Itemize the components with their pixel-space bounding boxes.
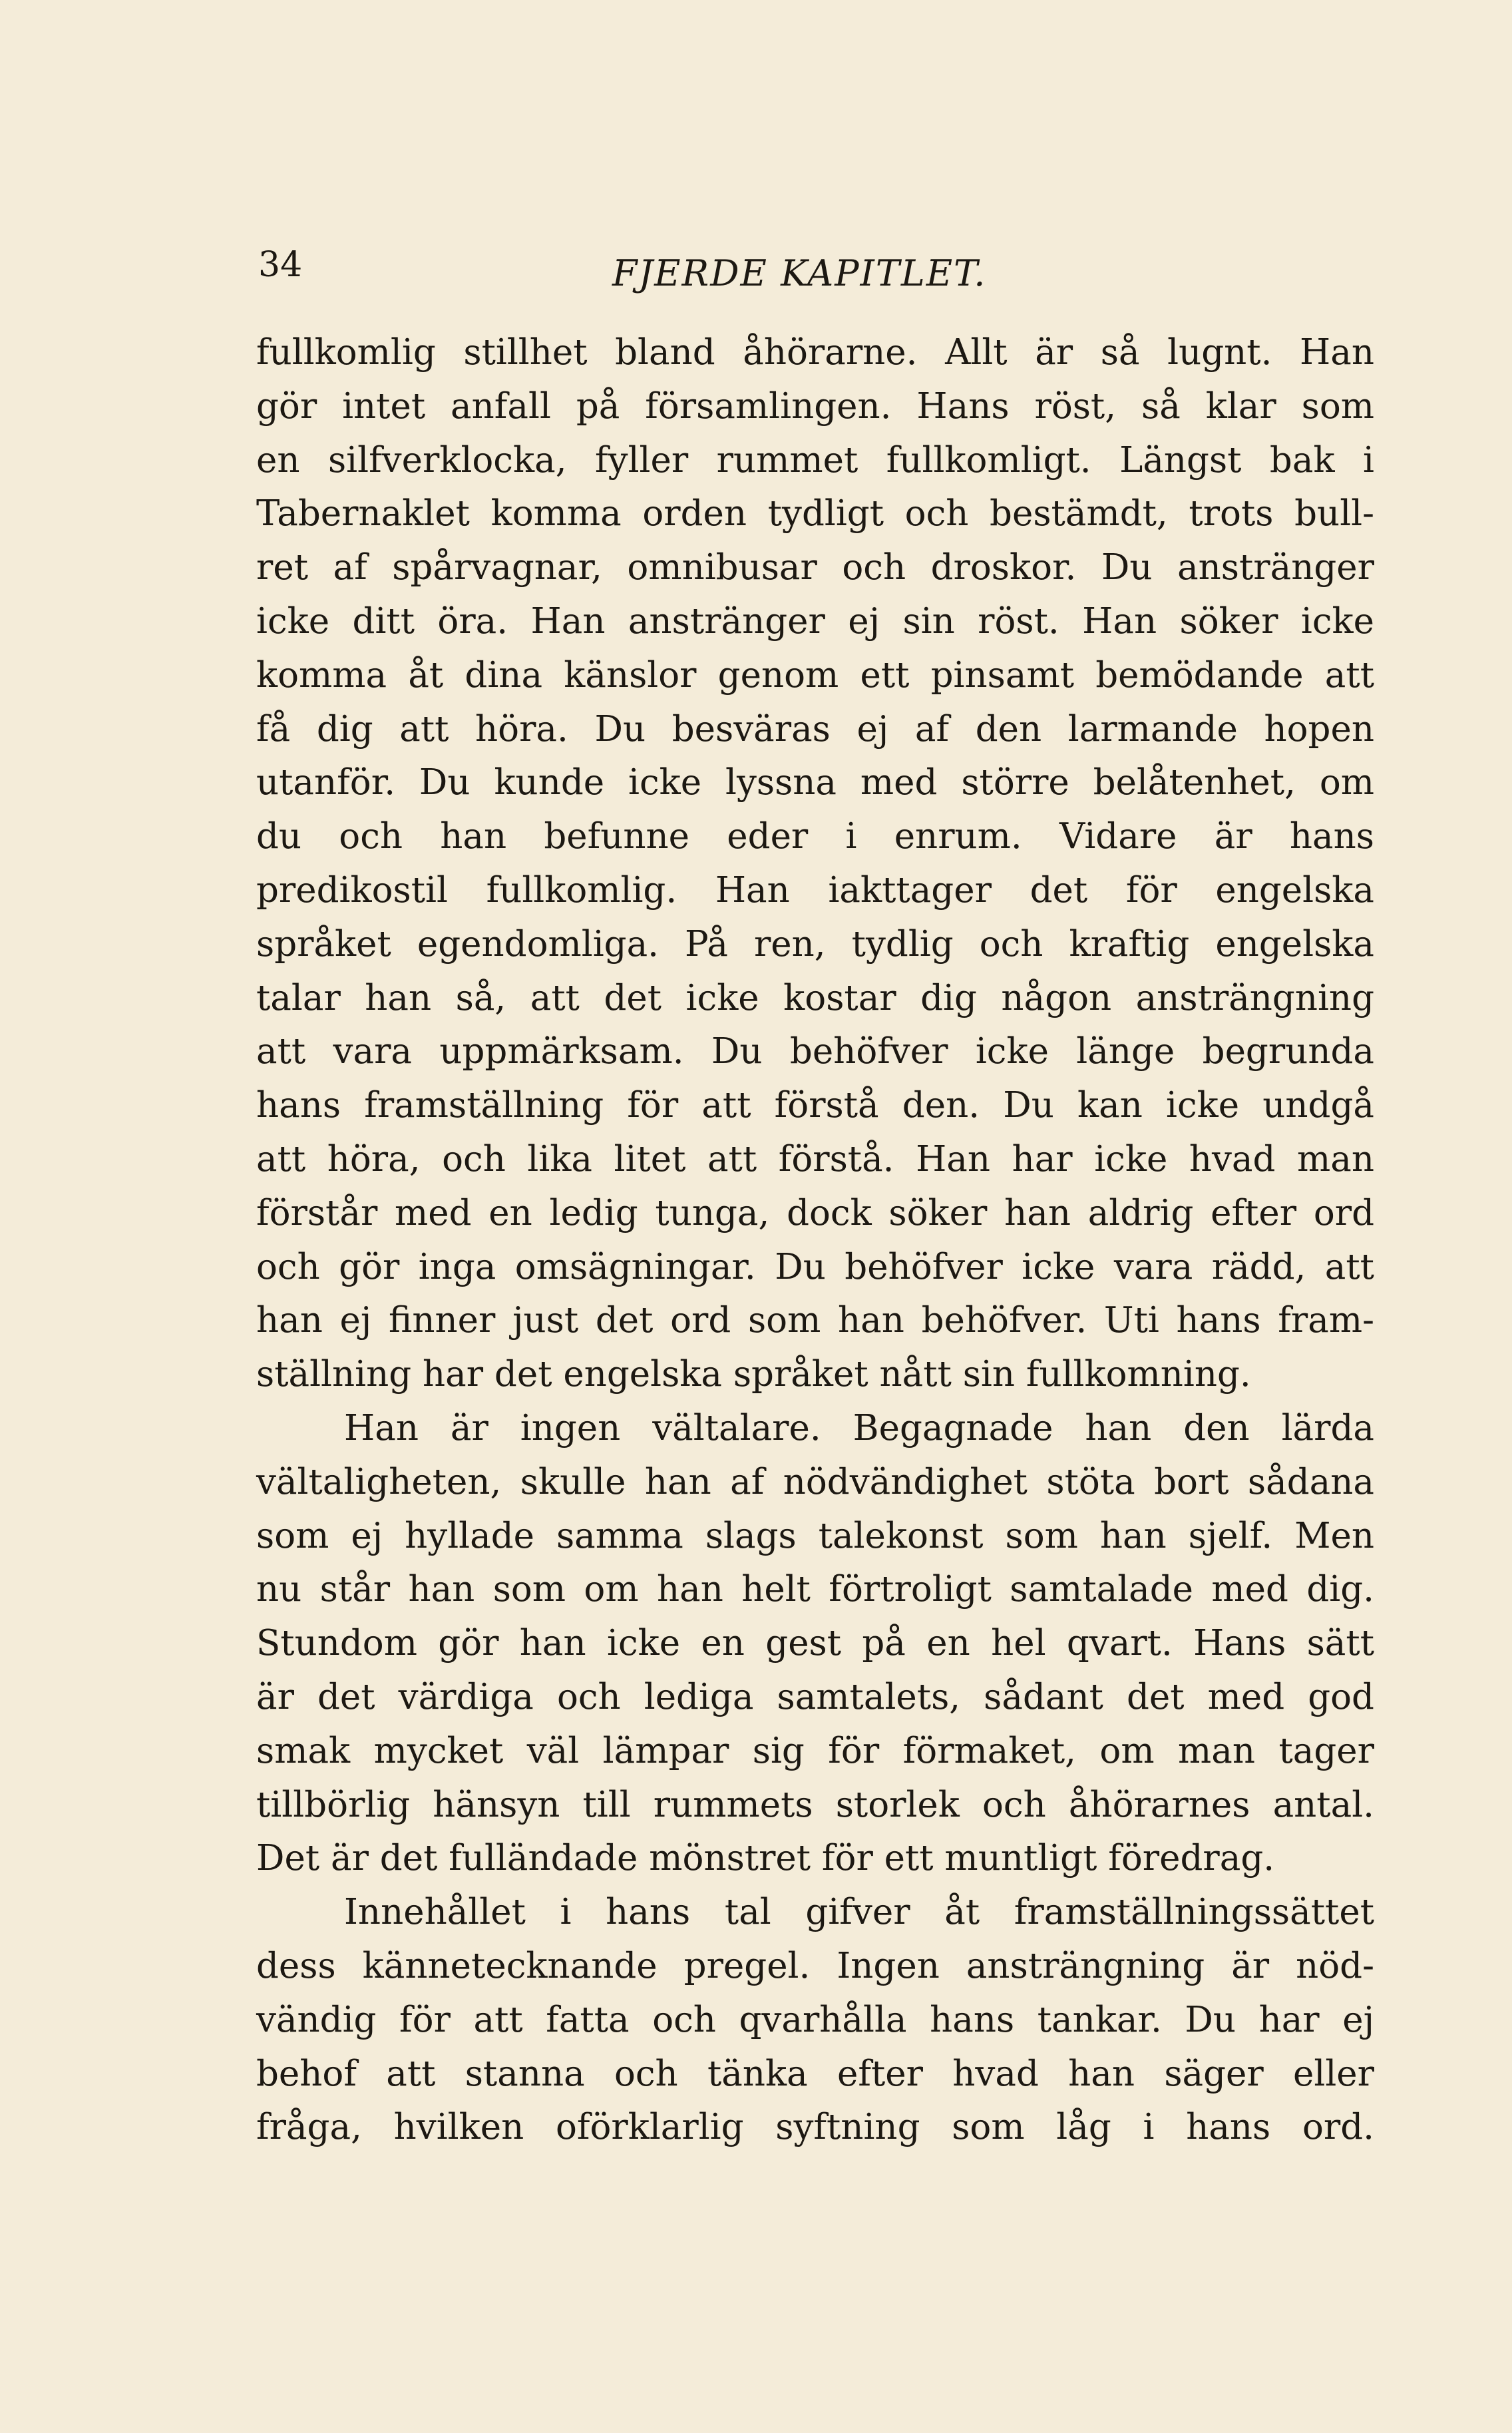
text-line: Tabernaklet komma orden tydligt och bestämdt, trots bull- [256,493,1374,535]
text-line: vältaligheten, skulle han af nödvändighet stöta bort sådana [256,1461,1374,1502]
text-line: är det värdiga och lediga samtalets, sådant det med god [256,1676,1374,1717]
text-line: fråga, hvilken oförklarlig syftning som låg i hans ord. [256,2107,1374,2148]
text-line: komma åt dina känslor genom ett pinsamt bemödande att [256,654,1374,696]
paragraph-first-line: Han är ingen vältalare. Begagnade han den lärda [344,1407,1374,1448]
text-line: han ej finner just det ord som han behöfver. Uti hans fram- [256,1300,1374,1341]
text-line: predikostil fullkomlig. Han iakttager det för engelska [256,869,1374,911]
text-line: utanför. Du kunde icke lyssna med större belåtenhet, om [256,762,1374,803]
text-line: tillbörlig hänsyn till rummets storlek och åhörarnes antal. [256,1784,1374,1825]
text-line: talar han så, att det icke kostar dig någon ansträngning [256,977,1374,1018]
body-text [256,326,1374,2155]
text-line: nu står han som om han helt förtroligt samtalade med dig. [256,1569,1374,1610]
page-number: 34 [258,245,303,285]
text-line: och gör inga omsägningar. Du behöfver icke vara rädd, att [256,1246,1374,1287]
text-line: få dig att höra. Du besväras ej af den larmande hopen [256,708,1374,750]
text-line: Stundom gör han icke en gest på en hel qvart. Hans sätt [256,1623,1374,1664]
text-line: du och han befunne eder i enrum. Vidare är hans [256,816,1374,857]
paragraph-last-line: Det är det fulländade mönstret för ett muntligt föredrag. [256,1838,1275,1879]
paragraph-first-line: Innehållet i hans tal gifver åt framställningssättet [344,1892,1374,1933]
text-line: vändig för att fatta och qvarhålla hans tankar. Du har ej [256,1999,1374,2040]
text-line: behof att stanna och tänka efter hvad han säger eller [256,2053,1374,2094]
text-line: ret af spårvagnar, omnibusar och droskor. Du anstränger [256,547,1374,588]
text-line: gör intet anfall på församlingen. Hans röst, så klar som [256,385,1374,427]
text-line: som ej hyllade samma slags talekonst som han sjelf. Men [256,1515,1374,1556]
text-line: att vara uppmärksam. Du behöfver icke länge begrunda [256,1031,1374,1072]
text-line: fullkomlig stillhet bland åhörarne. Allt är så lugnt. Han [256,332,1374,373]
text-line: hans framställning för att förstå den. Du kan icke undgå [256,1085,1374,1126]
paragraph-last-line: ställning har det engelska språket nått sin fullkomning. [256,1354,1251,1395]
text-line: dess kännetecknande pregel. Ingen ansträngning är nöd- [256,1945,1374,1986]
text-line: icke ditt öra. Han anstränger ej sin röst. Han söker icke [256,600,1374,642]
text-line: språket egendomliga. På ren, tydlig och kraftig engelska [256,923,1374,965]
running-head: FJERDE KAPITLET. [612,252,987,294]
text-line: smak mycket väl lämpar sig för förmaket, om man tager [256,1730,1374,1771]
text-line: en silfverklocka, fyller rummet fullkomligt. Längst bak i [256,439,1374,481]
text-line: att höra, och lika litet att förstå. Han har icke hvad man [256,1138,1374,1180]
text-line: förstår med en ledig tunga, dock söker han aldrig efter ord [256,1192,1374,1233]
